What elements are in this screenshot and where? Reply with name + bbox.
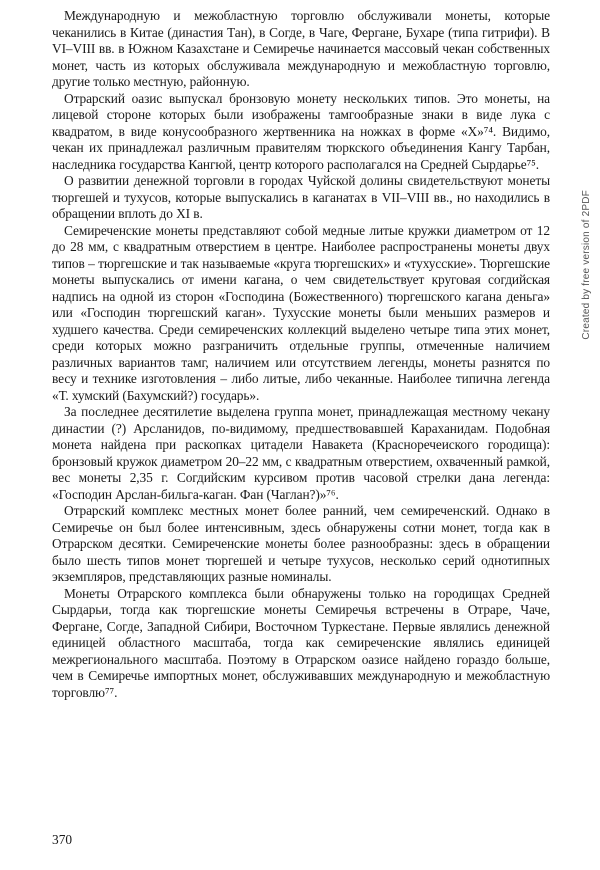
paragraph-7: Монеты Отрарского комплекса были обнаружены только на городищах Средней Сырдарьи, тогда как тюргешские монеты Семиречья встречены в Отраре, Чаче, Фергане, Согде, Западной Сибири, Восточном Туркестане. Первые являлись денежной единицей областного масштаба, тогда как семиреченские являлись единицей межрегионального масштаба. Поэтому в Отрарском оазисе найдено гораздо больше, чем в Семиречье импортных монет, обслуживавших международную и межобластную торговлю⁷⁷. <box>52 585 550 700</box>
paragraph-2: Отрарский оазис выпускал бронзовую монету нескольких типов. Это монеты, на лицевой стороне которых были изображены тамгообразные знаки в виде лука с квадратом, в виде конусообразного жертвенника на ножках в форме «Х»⁷⁴. Видимо, чекан их принадлежал различным правителям тюркского объединения Кангу Тарбан, наследника государства Кангюй, центр которого располагался на Средней Сырдарье⁷⁵. <box>52 90 550 172</box>
paragraph-1: Международную и межобластную торговлю обслуживали монеты, которые чеканились в Китае (династия Тан), в Согде, в Чаге, Фергане, Бухаре (типа гитрифи). В VI–VIII вв. в Южном Казахстане и Семиречье начинается массовый чекан собственных монет, часть из которых обслуживала международную и межобластную торговлю, другие только местную, районную. <box>52 8 550 89</box>
watermark-text: Created by free version of 2PDF <box>581 190 592 340</box>
page-number: 370 <box>52 832 73 847</box>
paragraph-5: За последнее десятилетие выделена группа монет, принадлежащая местному чекану династии (?) Арсланидов, по-видимому, предшествовавшей Караханидам. Подобная монета найдена при раскопках цитадели Навакета (Красноречеиского городища): бронзовый кружок диаметром 20–22 мм, с квадратным отверстием, охваченный рамкой, вес монеты 2,35 г. Согдийским курсивом против часовой стрелки дана легенда: «Господин Арслан-бильга-каган. Фан (Чаглан?)»⁷⁶. <box>52 404 550 502</box>
paragraph-6: Отрарский комплекс местных монет более ранний, чем семиреченский. Однако в Семиречье он был более интенсивным, здесь обнаружены сотни монет, тогда как в Отрарском десятки. Семиреченские монеты более разнообразны: здесь в обращении было шесть типов монет тюргешей и четыре тухусов, несколько серий однотипных экземпляров, представляющих разные номиналы. <box>52 503 550 584</box>
paragraph-4: Семиреченские монеты представляют собой медные литые кружки диаметром от 12 до 28 мм, с квадратным отверстием в центре. Наиболее распространены монеты двух типов – тюргешские и так называемые «круга тюргешских» и «тухусские». Тюргешские монеты выпускались от имени кагана, о чем свидетельствует круговая согдийская надпись на одной из сторон «Господина (Божественного) тюргешского кагана деньга» или «Господин тюргешский каган». Тухусские монеты были меньших размеров и худшего качества. Среди семиреченских коллекций выделено четыре типа этих монет, среди которых можно разграничить отдельные группы, отмеченные наличием различных вариантов тамг, наличием или отсутствием легенды, монеты разнятся по весу и технике изготовления – либо литые, либо чеканные. Наиболее типична легенда «Т. хумский (Бахумский?) государь». <box>52 222 550 403</box>
page-text <box>52 8 550 701</box>
paragraph-3: О развитии денежной торговли в городах Чуйской долины свидетельствуют монеты тюргешей и тухусов, которые выпускались в каганатах в VII–VIII вв., но находились в обращении вплоть до XI в. <box>52 173 550 221</box>
